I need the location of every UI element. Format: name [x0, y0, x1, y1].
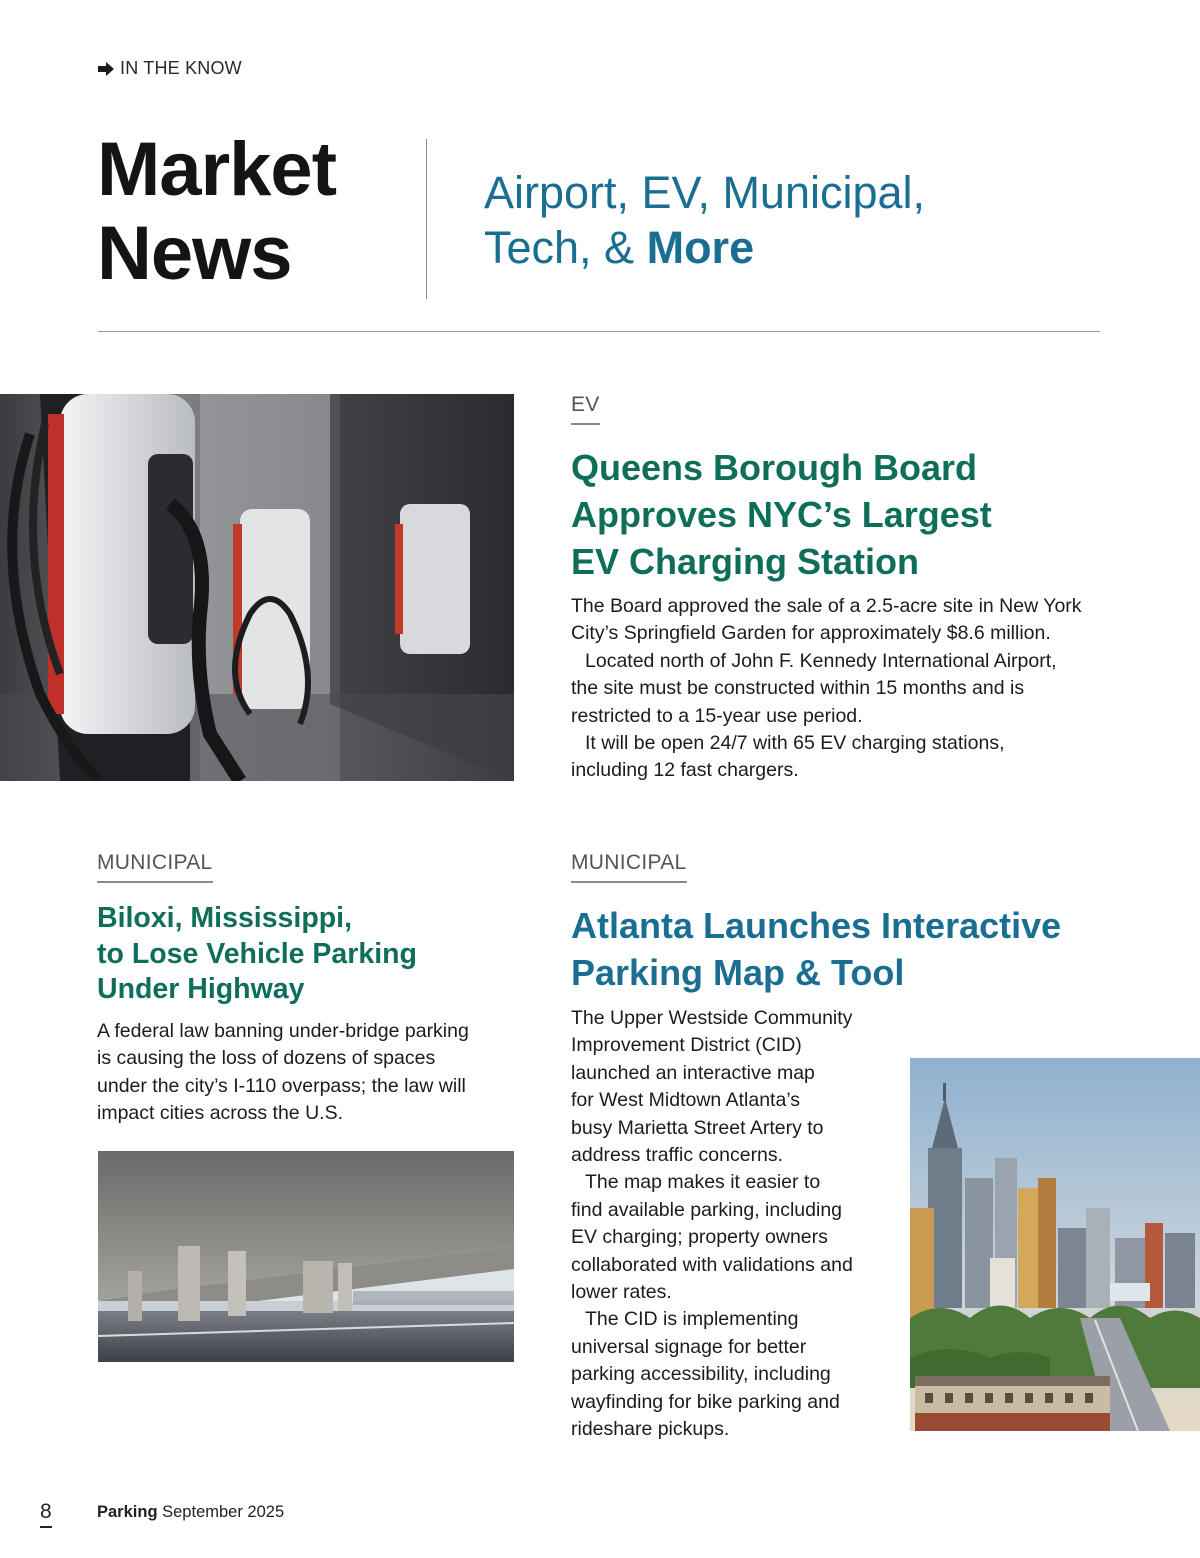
page-title — [97, 128, 336, 296]
section-kicker — [98, 58, 242, 79]
biloxi-line2: is causing the loss of dozens of spaces — [97, 1047, 436, 1070]
biloxi-category-tag: MUNICIPAL — [97, 851, 213, 883]
atlanta-body — [571, 1005, 901, 1444]
atlanta-p2-line: collaborated with validations and — [571, 1253, 853, 1276]
atlanta-p3-line: The CID is implementing — [585, 1308, 799, 1331]
page-title-line2: News — [97, 211, 292, 296]
biloxi-headline-line1: Biloxi, Mississippi, — [97, 902, 352, 934]
atlanta-p3-line: wayfinding for bike parking and — [571, 1390, 840, 1413]
atlanta-p1-line: busy Marietta Street Artery to — [571, 1116, 824, 1139]
title-divider — [426, 139, 427, 299]
footer-publication — [97, 1503, 284, 1522]
ev-p1-line1: The Board approved the sale of a 2.5-acre site in New York — [571, 595, 1082, 617]
atlanta-paragraph-1 — [571, 1005, 901, 1169]
atlanta-paragraph-2 — [571, 1169, 901, 1306]
atlanta-p2-line: lower rates. — [571, 1281, 672, 1304]
magazine-name: Parking — [97, 1503, 158, 1521]
ev-headline-line2: Approves NYC’s Largest — [571, 494, 992, 535]
page-title-line1: Market — [97, 127, 336, 212]
atlanta-p2-line: The map makes it easier to — [585, 1171, 821, 1194]
page-number: 8 — [40, 1500, 52, 1528]
atlanta-p3-line: rideshare pickups. — [571, 1418, 730, 1441]
ev-body — [571, 593, 1111, 785]
ev-headline-line1: Queens Borough Board — [571, 447, 978, 488]
right-arrow-icon — [98, 62, 114, 76]
issue-date: September 2025 — [162, 1503, 285, 1521]
subtitle-line2-text: Tech, & — [484, 222, 647, 273]
atlanta-p3-line: universal signage for better — [571, 1335, 807, 1358]
atlanta-p1-line: for West Midtown Atlanta’s — [571, 1089, 801, 1112]
atlanta-p1-line: address traffic concerns. — [571, 1144, 784, 1167]
page-subtitle — [484, 165, 925, 275]
ev-paragraph-3 — [571, 730, 1111, 785]
atlanta-headline-line1: Atlanta Launches Interactive — [571, 905, 1062, 946]
atlanta-skyline-photo — [910, 1058, 1200, 1431]
atlanta-p2-line: EV charging; property owners — [571, 1226, 828, 1249]
atlanta-category-tag: MUNICIPAL — [571, 851, 687, 883]
kicker-label: IN THE KNOW — [120, 58, 242, 78]
ev-category-tag: EV — [571, 393, 600, 425]
atlanta-p1-line: launched an interactive map — [571, 1061, 815, 1084]
biloxi-headline-line2: to Lose Vehicle Parking — [97, 937, 417, 970]
ev-p3-line1: It will be open 24/7 with 65 EV charging stations, — [585, 732, 1005, 755]
biloxi-line4: impact cities across the U.S. — [97, 1102, 343, 1125]
subtitle-line2 — [484, 220, 925, 275]
subtitle-line1: Airport, EV, Municipal, — [484, 167, 926, 218]
atlanta-paragraph-3 — [571, 1306, 901, 1443]
ev-p2-line3: restricted to a 15-year use period. — [571, 704, 863, 727]
ev-headline — [571, 444, 992, 585]
biloxi-headline — [97, 901, 417, 1008]
atlanta-p1-line: The Upper Westside Community — [571, 1007, 853, 1029]
overpass-photo — [98, 1151, 514, 1362]
biloxi-body — [97, 1018, 517, 1128]
header-rule — [98, 331, 1100, 332]
atlanta-p3-line: parking accessibility, including — [571, 1363, 831, 1386]
ev-p1-line2: City’s Springfield Garden for approximately $8.6 million. — [571, 622, 1051, 645]
atlanta-p2-line: find available parking, including — [571, 1198, 843, 1221]
subtitle-more: More — [646, 222, 755, 273]
ev-p3-line2: including 12 fast chargers. — [571, 759, 799, 782]
ev-charger-photo — [0, 394, 514, 781]
biloxi-headline-line3: Under Highway — [97, 973, 305, 1005]
biloxi-line3: under the city’s I-110 overpass; the law will — [97, 1074, 466, 1097]
ev-p2-line1: Located north of John F. Kennedy International Airport, — [585, 649, 1057, 672]
ev-paragraph-2 — [571, 648, 1111, 730]
ev-p2-line2: the site must be constructed within 15 months and is — [571, 677, 1025, 700]
atlanta-headline — [571, 902, 1061, 996]
biloxi-line1: A federal law banning under-bridge parking — [97, 1020, 469, 1042]
ev-paragraph-1 — [571, 593, 1111, 648]
atlanta-headline-line2: Parking Map & Tool — [571, 952, 905, 993]
ev-headline-line3: EV Charging Station — [571, 541, 920, 582]
atlanta-p1-line: Improvement District (CID) — [571, 1034, 802, 1057]
